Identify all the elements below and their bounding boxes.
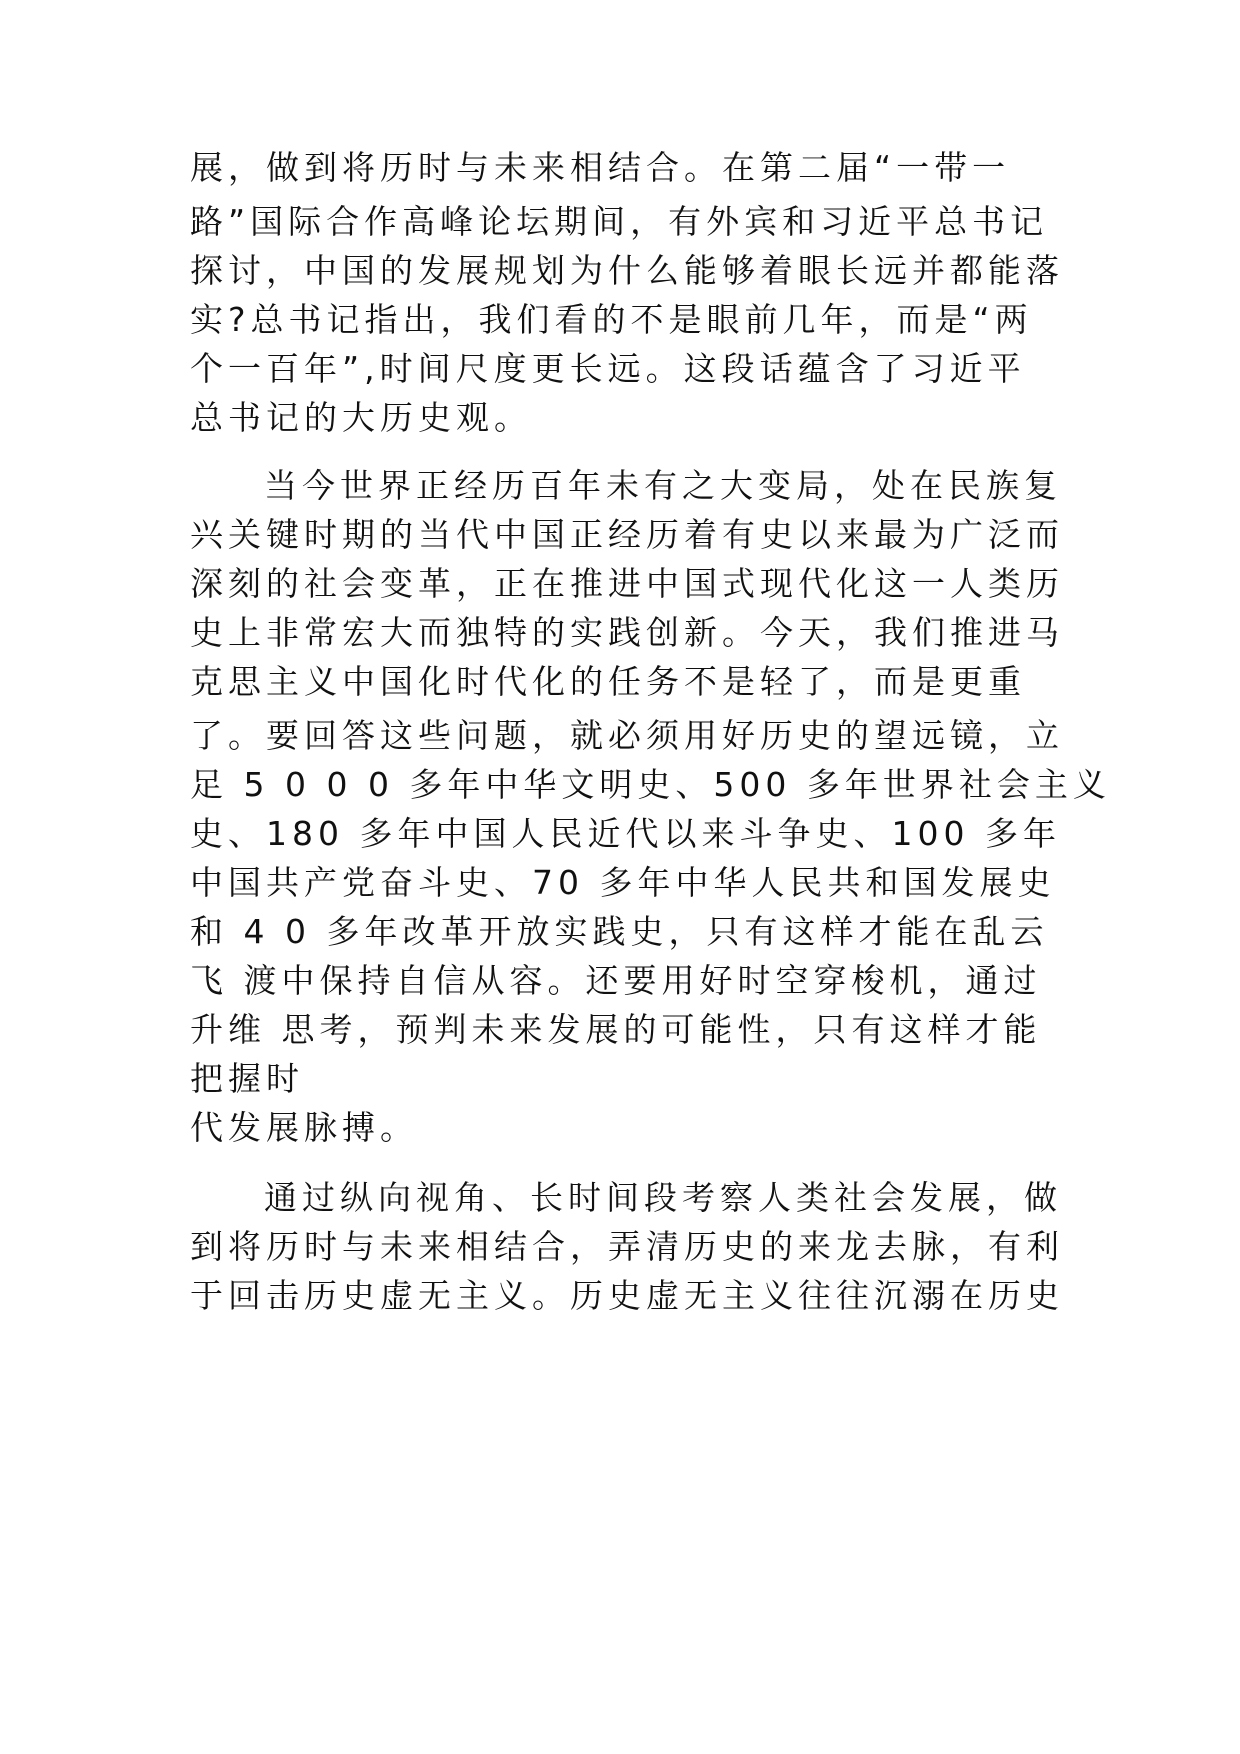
text-line: 探讨，中国的发展规划为什么能够着眼长远并都能落 (190, 251, 1064, 290)
text-line: 深刻的社会变革，正在推进中国式现代化这一人类历 (190, 564, 1064, 603)
text-line: 个一百年”,时间尺度更长远。这段话蕴含了习近平 (190, 349, 1026, 388)
text-line: 和 4 0 多年改革开放实践史，只有这样才能在乱云 (190, 912, 1049, 951)
text-line: 于回击历史虚无主义。历史虚无主义往往沉溺在历史 (190, 1276, 1064, 1315)
text-line: 了。要回答这些问题，就必须用好历史的望远镜，立 (190, 716, 1064, 755)
text-line: 代发展脉搏。 (190, 1108, 418, 1147)
text-line: 克思主义中国化时代化的任务不是轻了，而是更重 (190, 662, 1026, 701)
text-line: 当今世界正经历百年未有之大变局，处在民族复 (264, 466, 1062, 505)
text-line: 路”国际合作高峰论坛期间，有外宾和习近平总书记 (190, 202, 1049, 241)
text-line: 中国共产党奋斗史、70 多年中华人民共和国发展史 (190, 863, 1056, 902)
text-line: 总书记的大历史观。 (190, 398, 532, 437)
text-line: 展，做到将历时与未来相结合。在第二届“一带一 (190, 148, 1011, 187)
text-line: 史上非常宏大而独特的实践创新。今天，我们推进马 (190, 613, 1064, 652)
text-line: 通过纵向视角、长时间段考察人类社会发展，做 (264, 1178, 1062, 1217)
text-line: 史、180 多年中国人民近代以来斗争史、100 多年 (190, 814, 1061, 853)
text-line: 实?总书记指出，我们看的不是眼前几年，而是“两 (190, 300, 1033, 339)
text-line: 兴关键时期的当代中国正经历着有史以来最为广泛而 (190, 515, 1064, 554)
text-line: 飞 渡中保持自信从容。还要用好时空穿梭机，通过 (190, 961, 1042, 1000)
text-line: 到将历时与未来相结合，弄清历史的来龙去脉，有利 (190, 1227, 1064, 1266)
text-line: 升维 思考，预判未来发展的可能性，只有这样才能 (190, 1010, 1042, 1049)
text-line: 把握时 (190, 1059, 304, 1098)
text-line: 足 5 0 0 0 多年中华文明史、500 多年世界社会主义 (190, 765, 1111, 804)
